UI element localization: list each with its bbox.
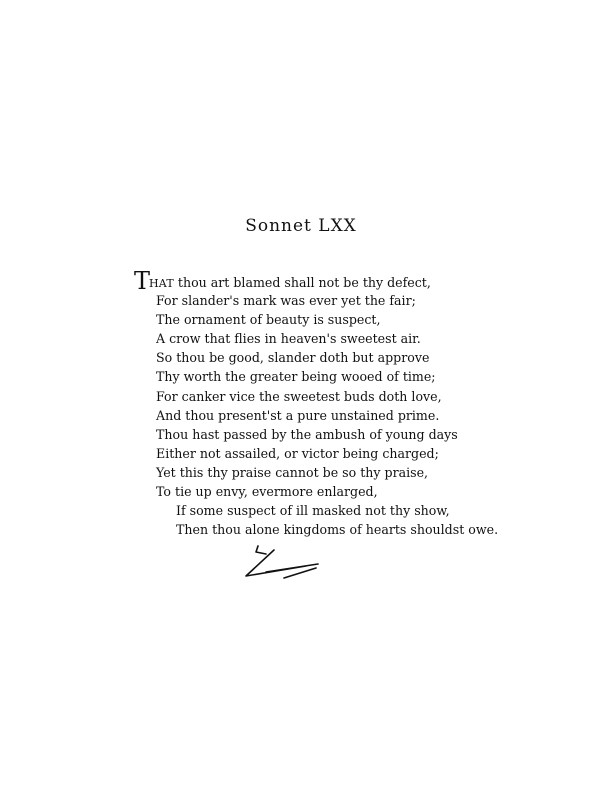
- poem-line-9: Thou hast passed by the ambush of young days: [156, 426, 458, 442]
- poem-line-4: A crow that flies in heaven's sweetest air.: [156, 331, 421, 347]
- poem-line-11: Yet this thy praise cannot be so thy praise,: [156, 464, 429, 480]
- poem-body: [134, 267, 564, 539]
- poem-line-10: Either not assailed, or victor being charged;: [156, 445, 439, 461]
- drop-cap: T: [134, 267, 150, 295]
- poem-line-7: For canker vice the sweetest buds doth love,: [156, 388, 442, 404]
- poem-line-3: The ornament of beauty is suspect,: [156, 312, 381, 328]
- poem-line-1: [134, 267, 564, 295]
- poem-line-5: So thou be good, slander doth but approve: [156, 350, 430, 366]
- signature-icon: [244, 538, 324, 584]
- poem-line-6: Thy worth the greater being wooed of time;: [156, 369, 436, 385]
- couplet-line-2: Then thou alone kingdoms of hearts shouldst owe.: [176, 522, 499, 538]
- poem-line-2: For slander's mark was ever yet the fair;: [156, 293, 416, 309]
- poem-line-8: And thou present'st a pure unstained prime.: [156, 407, 440, 423]
- couplet-line-1: If some suspect of ill masked not thy show,: [176, 503, 450, 519]
- poem-line-12: To tie up envy, evermore enlarged,: [156, 484, 378, 500]
- first-line-rest: thou art blamed shall not be thy defect,: [173, 275, 431, 290]
- small-caps-opening: HAT: [149, 277, 174, 290]
- poem-title: Sonnet LXX: [245, 216, 357, 236]
